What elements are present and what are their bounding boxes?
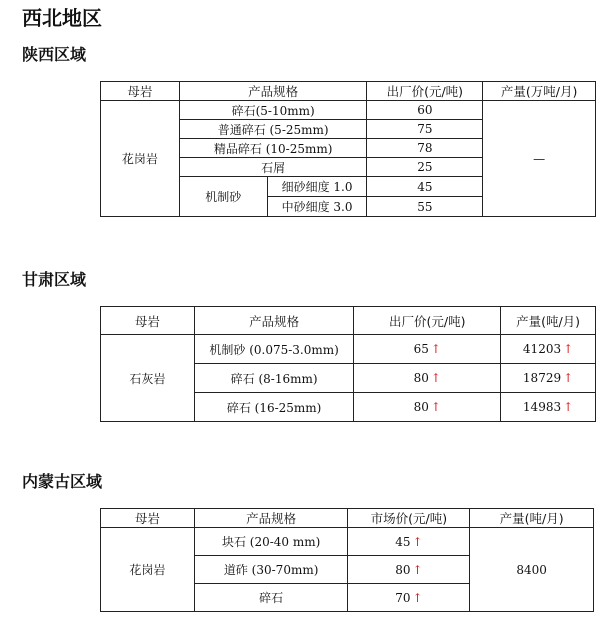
spec-cell: 道砟 (30-70mm) — [194, 556, 348, 584]
spec-cell: 碎石 (8-16mm) — [194, 364, 354, 393]
price-cell: 65 ↑ — [354, 335, 501, 364]
output-cell: — — [483, 101, 596, 217]
header-rock: 母岩 — [101, 307, 195, 335]
price-cell: 25 — [367, 158, 483, 177]
header-output: 产量(吨/月) — [501, 307, 596, 335]
price-cell: 75 — [367, 120, 483, 139]
rock-cell: 石灰岩 — [101, 335, 195, 422]
output-cell: 8400 — [470, 528, 594, 612]
rock-cell: 花岗岩 — [101, 528, 195, 612]
header-output: 产量(万吨/月) — [483, 82, 596, 101]
shaanxi-title: 陕西区域 — [22, 45, 87, 64]
spec-cell: 普通碎石 (5-25mm) — [179, 120, 367, 139]
spec-cell: 机制砂 (0.075-3.0mm) — [194, 335, 354, 364]
up-arrow-icon: ↑ — [430, 400, 441, 414]
price-cell: 78 — [367, 139, 483, 158]
header-price: 市场价(元/吨) — [348, 509, 470, 528]
price-cell: 55 — [367, 197, 483, 217]
up-arrow-icon: ↑ — [563, 342, 574, 356]
header-spec: 产品规格 — [194, 509, 348, 528]
price-cell: 80 ↑ — [354, 393, 501, 422]
price-cell: 45 — [367, 177, 483, 197]
header-price: 出厂价(元/吨) — [367, 82, 483, 101]
spec-cell: 细砂细度 1.0 — [267, 177, 367, 197]
header-price: 出厂价(元/吨) — [354, 307, 501, 335]
spec-cell: 精品碎石 (10-25mm) — [179, 139, 367, 158]
region-title: 西北地区 — [22, 6, 102, 30]
spec-cell: 碎石 (16-25mm) — [194, 393, 354, 422]
up-arrow-icon: ↑ — [430, 371, 441, 385]
spec-cell: 块石 (20-40 mm) — [194, 528, 348, 556]
rock-cell: 花岗岩 — [101, 101, 180, 217]
price-cell: 60 — [367, 101, 483, 120]
up-arrow-icon: ↑ — [430, 342, 441, 356]
spec-cell: 碎石 — [194, 584, 348, 612]
up-arrow-icon: ↑ — [412, 534, 423, 549]
gansu-title: 甘肃区域 — [22, 270, 87, 289]
header-spec: 产品规格 — [194, 307, 354, 335]
output-cell: 18729 ↑ — [501, 364, 596, 393]
header-spec: 产品规格 — [179, 82, 367, 101]
sand-group-cell: 机制砂 — [179, 177, 267, 217]
up-arrow-icon: ↑ — [563, 400, 574, 414]
price-cell: 70 ↑ — [348, 584, 470, 612]
header-output: 产量(吨/月) — [470, 509, 594, 528]
gansu-table — [100, 306, 596, 422]
price-cell: 80 ↑ — [348, 556, 470, 584]
output-cell: 14983 ↑ — [501, 393, 596, 422]
spec-cell: 碎石(5-10mm) — [179, 101, 367, 120]
up-arrow-icon: ↑ — [412, 590, 423, 605]
spec-cell: 石屑 — [179, 158, 367, 177]
price-cell: 45 ↑ — [348, 528, 470, 556]
header-rock: 母岩 — [101, 509, 195, 528]
up-arrow-icon: ↑ — [412, 562, 423, 577]
header-rock: 母岩 — [101, 82, 180, 101]
spec-cell: 中砂细度 3.0 — [267, 197, 367, 217]
output-cell: 41203 ↑ — [501, 335, 596, 364]
price-cell: 80 ↑ — [354, 364, 501, 393]
neimenggu-table — [100, 508, 594, 612]
up-arrow-icon: ↑ — [563, 371, 574, 385]
neimenggu-title: 内蒙古区域 — [22, 472, 103, 491]
shaanxi-table — [100, 81, 596, 217]
